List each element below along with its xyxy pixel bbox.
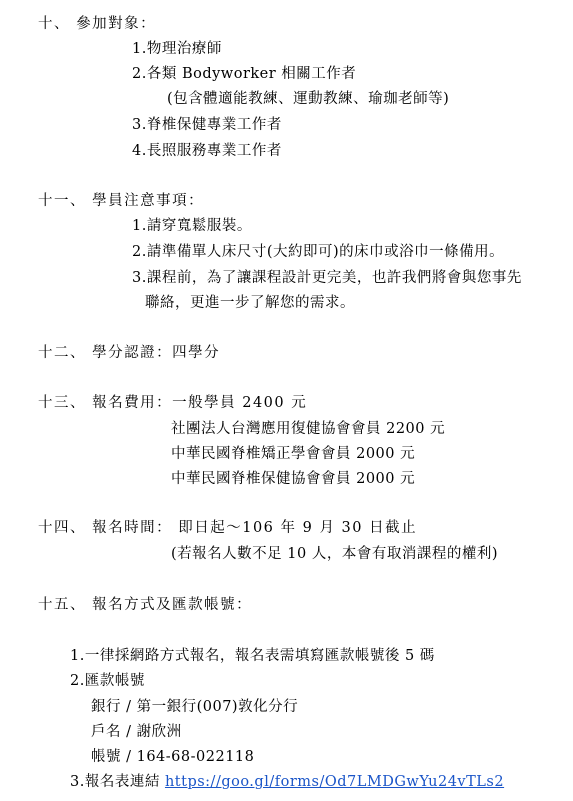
section-11-item-2: 2.請準備單人床尺寸(大約即可)的床巾或浴巾一條備用。 xyxy=(132,244,505,260)
section-10-item-1: 1.物理治療師 xyxy=(132,41,222,57)
section-13-fee-3: 中華民國脊椎保健協會會員 2000 元 xyxy=(171,471,416,487)
registration-form-link[interactable]: https://goo.gl/forms/Od7LMDGwYu24vTLs2 xyxy=(164,774,505,790)
section-11-item-1: 1.請穿寬鬆服裝。 xyxy=(132,218,252,234)
section-11-item-3: 3.課程前，為了讓課程設計更完美，也許我們將會與您事先 xyxy=(132,270,522,286)
section-14-heading: 十四、 報名時間： 即日起～106 年 9 月 30 日截止 xyxy=(38,520,418,536)
section-10-item-4: 4.長照服務專業工作者 xyxy=(132,143,282,159)
account-number: 帳號 / 164-68-022118 xyxy=(91,749,255,765)
section-14-note: (若報名人數不足 10 人，本會有取消課程的權利) xyxy=(171,546,498,562)
section-15-heading: 十五、 報名方式及匯款帳號： xyxy=(38,597,253,613)
bank-name: 銀行 / 第一銀行(007)敦化分行 xyxy=(91,699,299,715)
registration-link-label: 3.報名表連結 xyxy=(70,774,165,790)
section-10-heading: 十、 參加對象： xyxy=(38,16,157,32)
section-11-item-3-cont: 聯絡，更進一步了解您的需求。 xyxy=(145,295,355,311)
section-13-fee-1: 社團法人台灣應用復健協會會員 2200 元 xyxy=(171,421,446,437)
account-holder: 戶名 / 謝欣洲 xyxy=(91,724,182,740)
section-10-item-2-note: (包含體適能教練、運動教練、瑜珈老師等) xyxy=(167,91,450,107)
section-10-item-3: 3.脊椎保健專業工作者 xyxy=(132,117,282,133)
registration-link-line xyxy=(70,772,504,792)
section-13-fee-2: 中華民國脊椎矯正學會會員 2000 元 xyxy=(171,446,416,462)
section-13-heading: 十三、 報名費用：一般學員 2400 元 xyxy=(38,395,308,411)
section-15-item-1: 1.一律採網路方式報名，報名表需填寫匯款帳號後 5 碼 xyxy=(70,648,435,664)
section-12-heading: 十二、 學分認證：四學分 xyxy=(38,345,221,361)
section-15-item-2: 2.匯款帳號 xyxy=(70,673,145,689)
section-11-heading: 十一、 學員注意事項： xyxy=(38,193,205,209)
section-10-item-2: 2.各類 Bodyworker 相關工作者 xyxy=(132,66,357,82)
